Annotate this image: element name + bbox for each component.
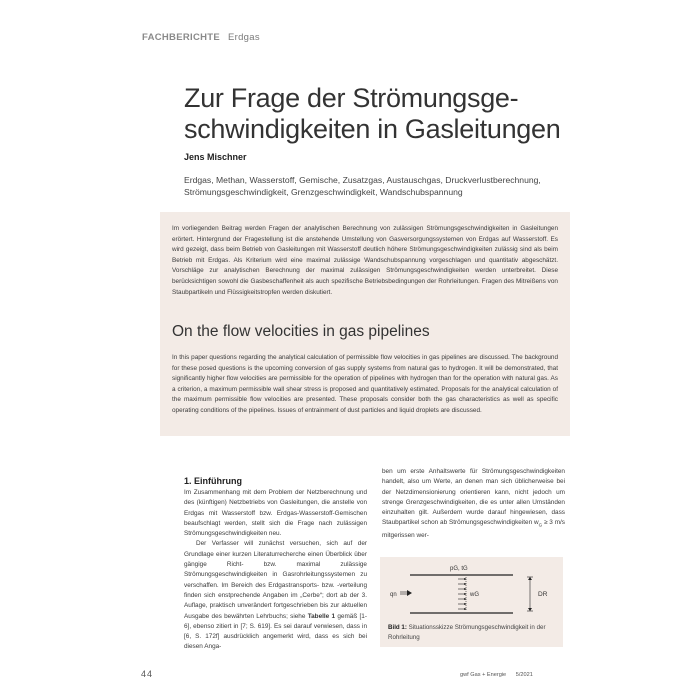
- running-header: [142, 32, 260, 43]
- keywords: Erdgas, Methan, Wasserstoff, Gemische, Zusatzgas, Austauschgas, Druckverlustberechnung, Strömungsgeschwindigkeit, Grenzgeschwindigkeit, Wandschubspannung: [184, 175, 541, 197]
- label-diameter: DR: [538, 591, 548, 598]
- abstract-english: In this paper questions regarding the analytical calculation of permissible flow velocities in gas pipelines are discussed. The background for these posed questions is the upcoming conversion of gas supply systems from natural gas to hydrogen. It will be demonstrated, that significantly higher flow velocities are permissible for the operation of pipelines with hydrogen than for the operation with natural gas. As a criterion, a maximum permissible wall shear stress is proposed and quantitatively estimated. Proposals for the analytical calculation of the maximum permissible flow velocities are presented. These proposals consider both the gas characteristics as well as specific operating conditions of the pipelines. Issues of entrainment of dust particles and liquid droplets are discussed.: [172, 354, 558, 414]
- paragraph-3-text-cont: ≥ 3 m/s mitgerissen wer-: [382, 519, 565, 540]
- title-line-1: Zur Frage der Strömungsge-: [184, 83, 519, 113]
- subscript: G: [538, 522, 543, 528]
- body-column-left: [184, 476, 367, 653]
- paragraph-2: [184, 539, 367, 652]
- abstract-box: [160, 212, 570, 436]
- label-flow-rate: qn: [390, 592, 397, 598]
- paragraph-2-text-cont: gemäß [1-6], ebenso zitiert in [7; S. 619]. Es sei darauf verwiesen, dass in [6, S. 172f] ausdrücklich angemerkt wird, dass es sich bei diesen Anga-: [184, 612, 367, 651]
- caption-text: Situationsskizze Strömungsgeschwindigkeit in der Rohrleitung: [388, 624, 546, 641]
- label-velocity: wG: [470, 592, 479, 598]
- figure-1: [380, 557, 563, 647]
- diameter-dimension-icon: [527, 577, 533, 611]
- pipe-flow-diagram: [380, 557, 563, 623]
- article-title: [184, 83, 574, 145]
- body-column-right: [382, 467, 565, 541]
- abstract-german: Im vorliegenden Beitrag werden Fragen der analytischen Berechnung von zulässigen Strömungsgeschwindigkeiten in Gasleitungen erörtert. Hintergrund der Fragestellung ist die anstehende Umstellung von Gasversorgungssystemen von Erdgas auf Wasserstoff. Es wird gezeigt, dass beim Betrieb von Gasleitungen mit Wasserstoff deutlich höhere Strömungsgeschwindigkeiten zulässig sind als beim Betrieb mit Erdgas. Als Kriterium wird eine maximal zulässige Wandschubspannung vorgeschlagen und quantitativ abgeschätzt. Vorschläge zur analytischen Berechnung der maximal zulässigen Strömungsgeschwindigkeiten werden unterbreitet. Diese berücksichtigen sowohl die Gasbeschaffenheit als auch spezifische Betriebsbedingungen der Rohrleitungen. Fragen des Mitreißens von Staubpartikeln und Flüssigkeitstropfen werden diskutiert.: [172, 225, 558, 296]
- header-section: FACHBERICHTE: [142, 32, 221, 43]
- figure-caption: [388, 623, 558, 642]
- label-pressure-temp: pG, tG: [450, 566, 468, 572]
- paragraph-3: [382, 467, 565, 541]
- journal-footer: [460, 672, 533, 678]
- page-number: 44: [141, 669, 154, 679]
- caption-label: Bild 1:: [388, 624, 407, 631]
- title-line-2: schwindigkeiten in Gasleitungen: [184, 114, 561, 144]
- journal-name: gwf Gas + Energie: [460, 672, 507, 678]
- header-subsection: Erdgas: [227, 32, 260, 43]
- abstract-english-title: On the flow velocities in gas pipelines: [172, 323, 430, 340]
- velocity-profile-arrows: [458, 577, 466, 611]
- paragraph-3-text: ben um erste Anhaltswerte für Strömungsgeschwindigkeiten handelt, also um Werte, an denen man sich üblicherweise bei der Netzdimensionierung orientieren kann, nicht jedoch um strenge Grenzgeschwindigkeiten, die es unter allen Umständen einzuhalten gilt. Außerdem wurde darauf hingewiesen, dass Staubpartikel schon ab Strömungsgeschwindigkeiten w: [382, 468, 565, 527]
- paragraph-1: Im Zusammenhang mit dem Problem der Netzberechnung und des (künftigen) Netzbetriebs von Gasleitungen, die anstelle von Erdgas mit Wasserstoff bzw. Erdgas-Wasserstoff-Gemischen beaufschlagt werden, stellt sich die Frage nach zulässigen Strömungsgeschwindigkeiten neu.: [184, 489, 367, 538]
- author: Jens Mischner: [184, 152, 247, 162]
- table-reference: Tabelle 1: [307, 612, 336, 620]
- paragraph-2-text: Der Verfasser will zunächst versuchen, sich auf der Grundlage einer kurzen Literaturrecherche einen Überblick über gängige Richt- bzw. maximal zulässige Strömungsgeschwindigkeiten in Gasrohrleitungssystemen zu verschaffen. Im Bereich des Erdgastransports- bzw. -verteilung finden sich enstprechende Angaben im „Cerbe“; dort ab der 3. Auflage, praktisch unverändert fortgeschrieben bis zur aktuellen Ausgabe des bewährten Lehrbuchs; siehe: [184, 540, 367, 620]
- journal-issue: 5/2021: [515, 672, 533, 678]
- flow-arrow-icon: [400, 590, 412, 596]
- section-heading: 1. Einführung: [184, 476, 242, 486]
